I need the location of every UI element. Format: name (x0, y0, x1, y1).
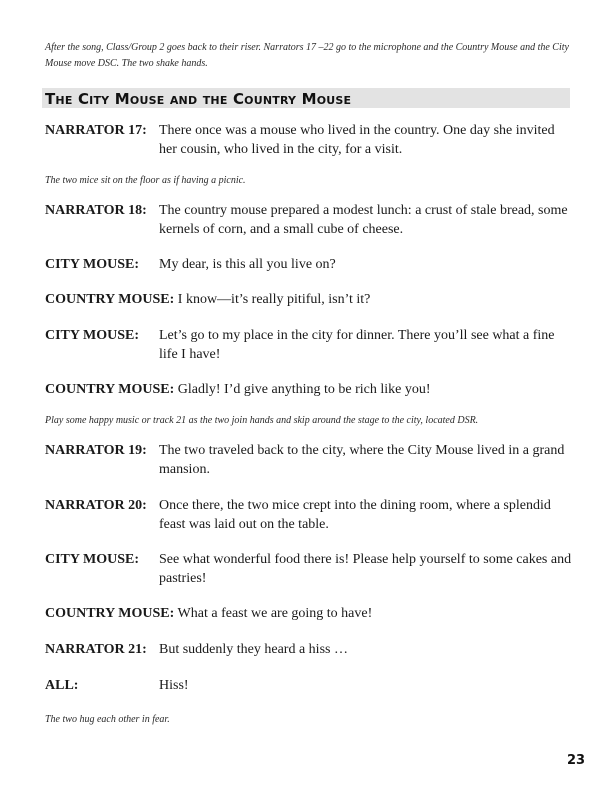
speaker-label: NARRATOR 21: (45, 642, 147, 657)
dialogue-text: Hiss! (159, 678, 189, 693)
speaker-label: NARRATOR 20: (45, 498, 147, 513)
speaker-label: COUNTRY MOUSE: (45, 292, 175, 307)
speaker-label: CITY MOUSE: (45, 328, 139, 343)
speaker-label: ALL: (45, 678, 79, 693)
dialogue-text: Gladly! I’d give anything to be rich like you! (177, 382, 431, 397)
page-number: 23 (567, 753, 586, 768)
dialogue-text: The country mouse prepared a modest lunch: a crust of stale bread, some kernels of corn, and a small cube of cheese. (159, 203, 568, 237)
speaker-label: COUNTRY MOUSE: (45, 606, 175, 621)
dialogue-country-mouse (45, 291, 575, 310)
dialogue-text: Once there, the two mice crept into the dining room, where a splendid feast was laid out on the table. (159, 498, 551, 532)
stage-direction: The two hug each other in fear. (45, 714, 170, 725)
speaker-label: CITY MOUSE: (45, 257, 139, 272)
speaker-label: NARRATOR 18: (45, 203, 147, 218)
dialogue-text: I know—it’s really pitiful, isn’t it? (177, 292, 371, 307)
speaker-label: CITY MOUSE: (45, 552, 139, 567)
dialogue-text: See what wonderful food there is! Please help yourself to some cakes and pastries! (159, 552, 572, 586)
dialogue-text: The two traveled back to the city, where the City Mouse lived in a grand mansion. (159, 443, 565, 477)
section-heading-bar (42, 88, 570, 108)
dialogue-text: But suddenly they heard a hiss … (159, 642, 348, 657)
dialogue-country-mouse (45, 605, 575, 624)
dialogue-text: Let’s go to my place in the city for dinner. There you’ll see what a fine life I have! (159, 328, 555, 362)
speaker-label: NARRATOR 19: (45, 443, 147, 458)
dialogue-text: My dear, is this all you live on? (159, 257, 336, 272)
dialogue-country-mouse (45, 381, 575, 400)
section-title: The City Mouse and the Country Mouse (45, 90, 352, 108)
speaker-label: COUNTRY MOUSE: (45, 382, 175, 397)
stage-direction-intro: After the song, Class/Group 2 goes back to their riser. Narrators 17 –22 go to the microphone and the Country Mouse and the City Mouse move DSC. The two shake hands. (45, 42, 569, 69)
dialogue-text: There once was a mouse who lived in the country. One day she invited her cousin, who lived in the city, for a visit. (159, 123, 555, 157)
stage-direction: The two mice sit on the floor as if having a picnic. (45, 175, 246, 186)
stage-direction: Play some happy music or track 21 as the two join hands and skip around the stage to the city, located DSR. (45, 415, 479, 426)
dialogue-text: What a feast we are going to have! (177, 606, 373, 621)
speaker-label: NARRATOR 17: (45, 123, 147, 138)
